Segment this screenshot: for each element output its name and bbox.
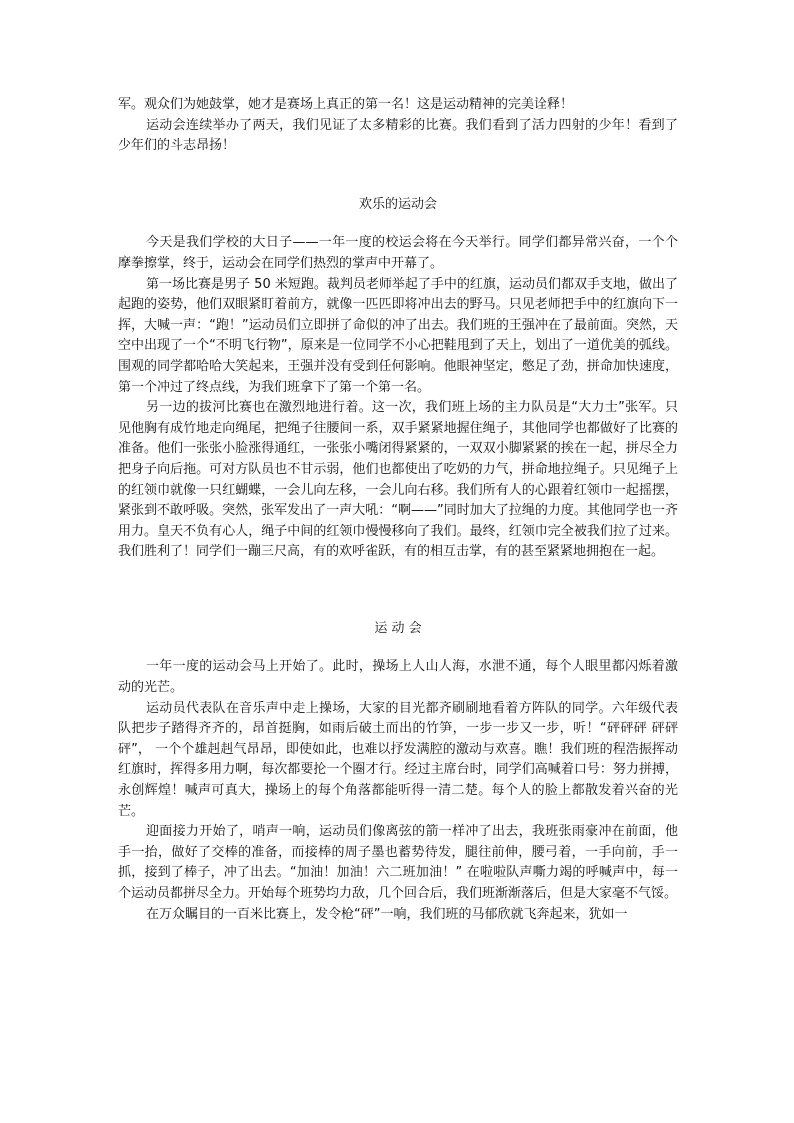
article-paragraph: 第一场比赛是男子 50 米短跑。裁判员老师举起了手中的红旗，运动员们都双手支地，做出了起跑的姿势，他们双眼紧盯着前方，就像一匹匹即将冲出去的野马。只见老师把手中的红旗向下一挥，大喊一声：“跑！”运动员们立即拼了命似的冲了出去。我们班的王强冲在了最前面。突然，天空中出现了一个“不明飞行物”，原来是一位同学不小心把鞋甩到了天上，划出了一道优美的弧线。围观的同学都哈哈大笑起来，王强并没有受到任何影响。他眼神坚定，憋足了劲，拼命加快速度，第一个冲过了终点线，为我们班拿下了第一个第一名。 bbox=[118, 276, 678, 395]
article-paragraph: 迎面接力开始了，哨声一响，运动员们像离弦的箭一样冲了出去，我班张雨豪冲在前面，他手一抬，做好了交棒的准备，而接棒的周子墨也蓄势待发，腿往前伸，腰弓着，一手向前，手一抓，接到了棒子，冲了出去。“加油！加油！六二班加油！” 在啦啦队声嘶力竭的呼喊声中，每一个运动员都拼尽全力。开始每个班势均力敌，几个回合后，我们班渐渐落后，但是大家毫不气馁。 bbox=[118, 824, 678, 901]
intro-section bbox=[118, 95, 678, 157]
article-paragraph: 运动员代表队在音乐声中走上操场，大家的目光都齐刷刷地看着方阵队的同学。六年级代表队把步子踏得齐齐的，昂首挺胸，如雨后破土而出的竹笋，一步一步又一步，听！“砰砰砰 砰砰砰”， 一个个雄赳赳气昂昂，即使如此，也难以抒发满腔的激动与欢喜。瞧！我们班的程浩振挥动红旗时，挥得多用力啊，每次都要抡一个圈才行。经过主席台时，同学们高喊着口号：努力拼搏，永创辉煌！喊声可真大，操场上的每个角落都能听得一清二楚。每个人的脸上都散发着兴奋的光芒。 bbox=[118, 700, 678, 819]
intro-paragraph-2: 运动会连续举办了两天，我们见证了太多精彩的比赛。我们看到了活力四射的少年！看到了少年们的斗志昂扬！ bbox=[118, 117, 678, 154]
article-paragraph: 一年一度的运动会马上开始了。此时，操场上人山人海，水泄不通，每个人眼里都闪烁着激动的光芒。 bbox=[118, 659, 678, 696]
document-page bbox=[118, 95, 678, 925]
article-paragraph: 在万众瞩目的一百米比赛上，发令枪“砰”一响，我们班的马郁欣就飞奔起来，犹如一 bbox=[146, 906, 628, 922]
article-happy-sports-meet bbox=[118, 195, 678, 563]
article-title: 欢乐的运动会 bbox=[358, 196, 437, 212]
intro-paragraph-1: 军。观众们为她鼓掌，她才是赛场上真正的第一名！这是运动精神的完美诠释！ bbox=[118, 97, 574, 112]
article-paragraph: 今天是我们学校的大日子——一年一度的校运会将在今天举行。同学们都异常兴奋，一个个摩拳擦掌，终于，运动会在同学们热烈的掌声中开幕了。 bbox=[118, 235, 678, 271]
article-paragraph: 另一边的拔河比赛也在激烈地进行着。这一次，我们班上场的主力队员是“大力士”张军。只见他胸有成竹地走向绳尾，把绳子往腰间一系，双手紧紧地握住绳子，其他同学也都做好了比赛的准备。他们一张张小脸涨得通红，一张张小嘴闭得紧紧的，一双双小脚紧紧的挨在一起，拼尽全力把身子向后拖。可对方队员也不甘示弱，他们也都使出了吃奶的力气，拼命地拉绳子。只见绳子上的红领巾就像一只红蝴蝶，一会儿向左移，一会儿向右移。我们所有人的心跟着红领巾一起摇摆，紧张到不敢呼吸。突然，张军发出了一声大吼：“啊——”同时加大了拉绳的力度。其他同学也一齐用力。皇天不负有心人，绳子中间的红领巾慢慢移向了我们。最终，红领巾完全被我们拉了过来。我们胜利了！同学们一蹦三尺高，有的欢呼雀跃，有的相互击掌，有的甚至紧紧地拥抱在一起。 bbox=[118, 400, 678, 560]
article-sports-meet bbox=[118, 619, 678, 925]
article-title: 运 动 会 bbox=[374, 620, 422, 636]
